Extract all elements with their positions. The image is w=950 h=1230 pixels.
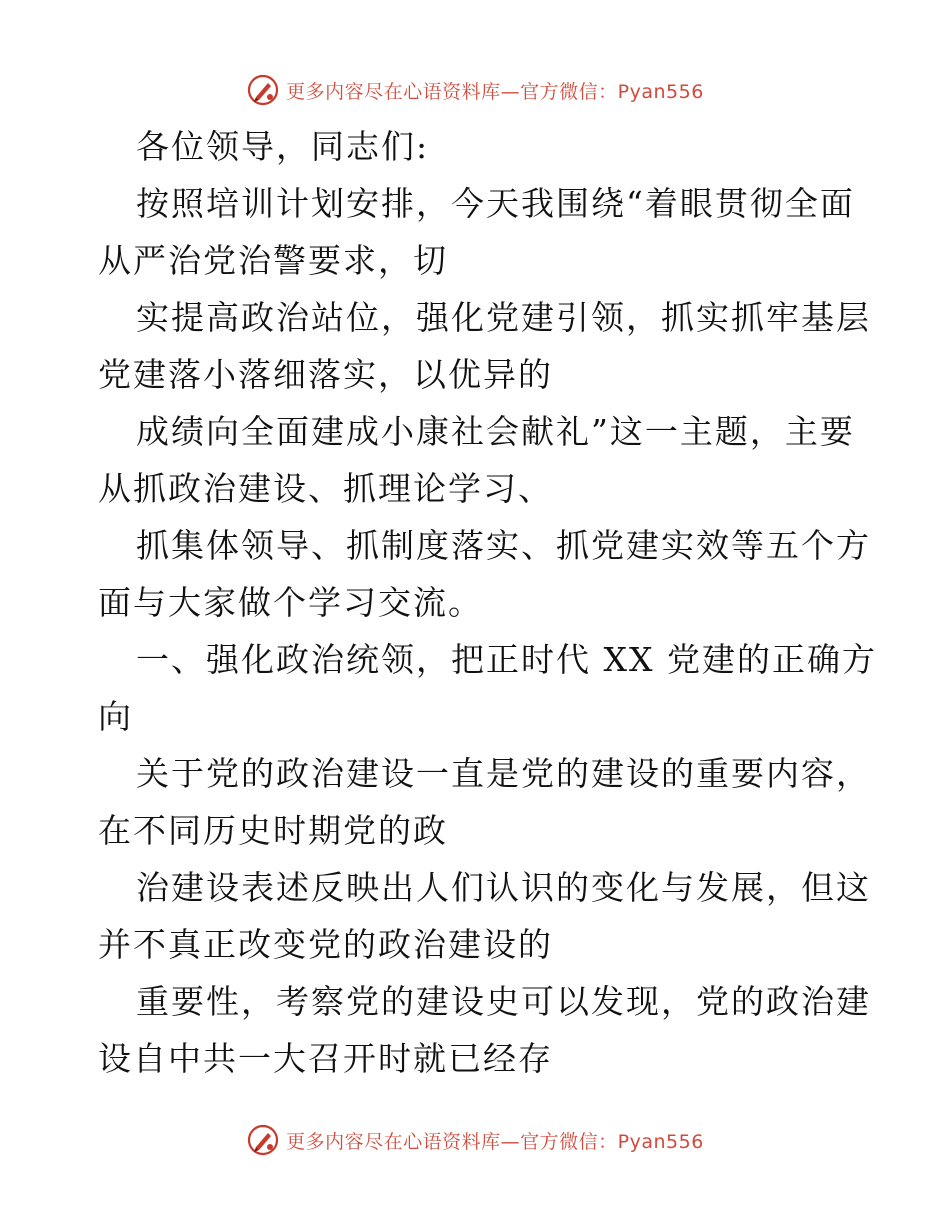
text-line: 成绩向全面建成小康社会献礼”这一主题，主要 — [136, 412, 855, 451]
pen-logo-icon — [246, 73, 280, 107]
watermark-text: 更多内容尽在心语资料库—官方微信：Pyan556 — [286, 1130, 704, 1153]
text-line: 设自中共一大召开时就已经存 — [98, 1039, 553, 1078]
text-line: 按照培训计划安排，今天我围绕“着眼贯彻全面 — [136, 184, 855, 223]
text-line: 从抓政治建设、抓理论学习、 — [98, 469, 553, 508]
text-line: 治建设表述反映出人们认识的变化与发展，但这 — [136, 868, 871, 907]
watermark-group — [246, 73, 704, 107]
text-line: 从严治党治警要求，切 — [98, 241, 448, 280]
watermark-group — [246, 1123, 704, 1157]
text-line: 各位领导，同志们: — [136, 127, 430, 166]
text-line: 关于党的政治建设一直是党的建设的重要内容， — [136, 754, 871, 793]
text-line: 并不真正改变党的政治建设的 — [98, 925, 553, 964]
text-line: 党建落小落细落实，以优异的 — [98, 355, 553, 394]
text-line: 在不同历史时期党的政 — [98, 811, 448, 850]
text-line: 实提高政治站位，强化党建引领，抓实抓牢基层 — [136, 298, 871, 337]
footer-watermark — [0, 1120, 950, 1160]
pen-logo-icon — [246, 1123, 280, 1157]
header-watermark — [0, 70, 950, 110]
text-line: 一、强化政治统领，把正时代 XX 党建的正确方 — [136, 640, 877, 679]
text-line: 向 — [98, 697, 133, 736]
watermark-text: 更多内容尽在心语资料库—官方微信：Pyan556 — [286, 80, 704, 103]
text-line: 重要性，考察党的建设史可以发现，党的政治建 — [136, 982, 871, 1021]
text-line: 抓集体领导、抓制度落实、抓党建实效等五个方 — [136, 526, 871, 565]
text-line: 面与大家做个学习交流。 — [98, 583, 483, 622]
document-body — [98, 118, 877, 1087]
